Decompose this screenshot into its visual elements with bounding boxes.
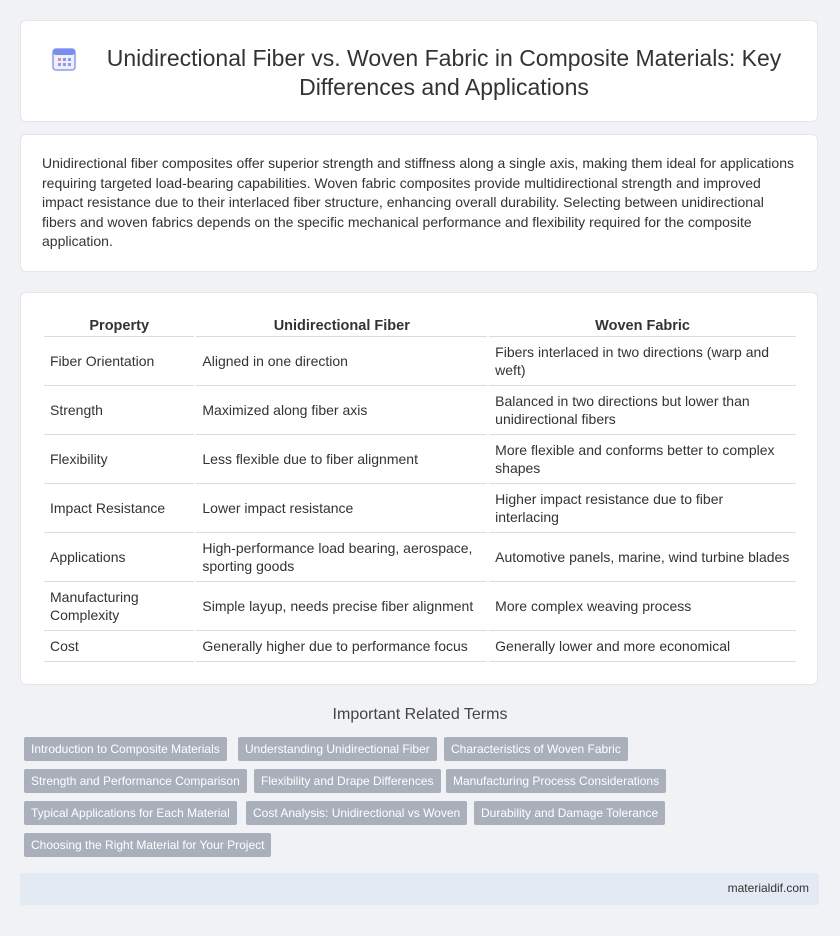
woven-cell: Balanced in two directions but lower than unidirectional fibers — [489, 386, 796, 435]
table-row — [44, 435, 796, 484]
table-row — [44, 631, 796, 662]
tag-link[interactable]: Understanding Unidirectional Fiber — [238, 737, 437, 761]
tag-link[interactable]: Strength and Performance Comparison — [24, 769, 247, 793]
header-woven: Woven Fabric — [489, 315, 796, 337]
table-header-row — [44, 315, 796, 337]
property-cell: Fiber Orientation — [44, 337, 194, 386]
header-unidirectional: Unidirectional Fiber — [196, 315, 487, 337]
tag-link[interactable]: Introduction to Composite Materials — [24, 737, 227, 761]
tag-link[interactable]: Durability and Damage Tolerance — [474, 801, 665, 825]
tag-link[interactable]: Flexibility and Drape Differences — [254, 769, 441, 793]
footer-site-link[interactable]: materialdif.com — [727, 881, 809, 895]
page-title: Unidirectional Fiber vs. Woven Fabric in Composite Materials: Key Differences and Applications — [106, 45, 782, 100]
intro-card — [20, 134, 818, 272]
comparison-table — [42, 315, 798, 662]
table-row — [44, 337, 796, 386]
comparison-card — [20, 292, 818, 685]
property-cell: Cost — [44, 631, 194, 662]
unidirectional-cell: Aligned in one direction — [196, 337, 487, 386]
woven-cell: Higher impact resistance due to fiber interlacing — [489, 484, 796, 533]
property-cell: Impact Resistance — [44, 484, 194, 533]
property-cell: Flexibility — [44, 435, 194, 484]
unidirectional-cell: High-performance load bearing, aerospace, sporting goods — [196, 533, 487, 582]
woven-cell: Fibers interlaced in two directions (warp and weft) — [489, 337, 796, 386]
woven-cell: Generally lower and more economical — [489, 631, 796, 662]
header-property: Property — [44, 315, 194, 337]
related-terms-heading: Important Related Terms — [332, 706, 508, 723]
unidirectional-cell: Lower impact resistance — [196, 484, 487, 533]
tag-link[interactable]: Characteristics of Woven Fabric — [444, 737, 628, 761]
table-row — [44, 582, 796, 631]
tag-link[interactable]: Manufacturing Process Considerations — [446, 769, 666, 793]
unidirectional-cell: Generally higher due to performance focus — [196, 631, 487, 662]
unidirectional-cell: Maximized along fiber axis — [196, 386, 487, 435]
property-cell: Strength — [44, 386, 194, 435]
intro-paragraph: Unidirectional fiber composites offer superior strength and stiffness along a single axis, making them ideal for applications requiring targeted load-bearing capabilities. Woven fabric composites provide multidirectional strength and improved impact resistance due to their interlaced fiber structure, enhancing overall durability. Selecting between unidirectional fibers and woven fabrics depends on the specific mechanical performance and flexibility required for the composite application. — [42, 155, 794, 250]
tag-link[interactable]: Choosing the Right Material for Your Project — [24, 833, 271, 857]
title-card — [20, 20, 818, 122]
unidirectional-cell: Less flexible due to fiber alignment — [196, 435, 487, 484]
woven-cell: More flexible and conforms better to complex shapes — [489, 435, 796, 484]
property-cell: Manufacturing Complexity — [44, 582, 194, 631]
footer — [20, 873, 819, 905]
tag-link[interactable]: Cost Analysis: Unidirectional vs Woven — [246, 801, 467, 825]
table-row — [44, 386, 796, 435]
tag-link[interactable]: Typical Applications for Each Material — [24, 801, 237, 825]
woven-cell: Automotive panels, marine, wind turbine blades — [489, 533, 796, 582]
table-row — [44, 533, 796, 582]
table-row — [44, 484, 796, 533]
woven-cell: More complex weaving process — [489, 582, 796, 631]
unidirectional-cell: Simple layup, needs precise fiber alignment — [196, 582, 487, 631]
calendar-icon — [51, 46, 77, 72]
property-cell: Applications — [44, 533, 194, 582]
